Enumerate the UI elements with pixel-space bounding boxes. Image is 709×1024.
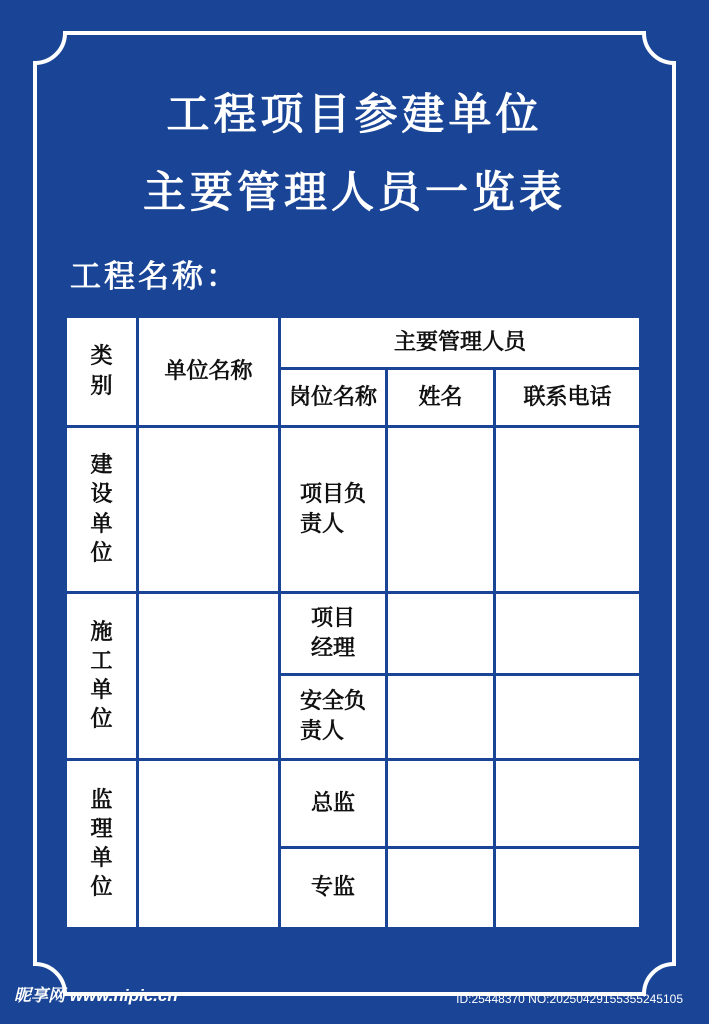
name-cell[interactable] [387,593,495,675]
phone-cell[interactable] [495,848,641,929]
phone-cell[interactable] [495,593,641,675]
name-cell[interactable] [387,427,495,593]
position-cell: 总监 [280,760,387,848]
header-personnel-group: 主要管理人员 [280,317,641,369]
phone-cell[interactable] [495,760,641,848]
position-cell: 安全负责人 [280,675,387,760]
category-cell: 建设单位 [66,427,138,593]
category-cell: 监理单位 [66,760,138,929]
phone-cell[interactable] [495,675,641,760]
name-cell[interactable] [387,675,495,760]
phone-cell[interactable] [495,427,641,593]
header-name: 姓名 [387,369,495,427]
position-cell: 专监 [280,848,387,929]
title-line-1: 工程项目参建单位 [166,90,543,140]
header-position: 岗位名称 [280,369,387,427]
unit-name-cell[interactable] [138,427,280,593]
name-cell[interactable] [387,848,495,929]
table-row [66,427,641,593]
table-row [66,760,641,848]
table-row [66,593,641,675]
header-phone: 联系电话 [495,369,641,427]
header-category: 类别 [66,317,138,427]
position-cell: 项目经理 [280,593,387,675]
unit-name-cell[interactable] [138,593,280,760]
project-name-label: 工程名称： [70,259,240,295]
watermark-logo: 昵享网 www.nipic.cn [14,986,178,1005]
category-cell: 施工单位 [66,593,138,760]
header-unit-name: 单位名称 [138,317,280,427]
title-line-2: 主要管理人员一览表 [143,168,566,218]
name-cell[interactable] [387,760,495,848]
position-cell: 项目负责人 [280,427,387,593]
watermark-id: ID:25448370 NO:20250429155355245105 [456,992,683,1006]
unit-name-cell[interactable] [138,760,280,929]
personnel-table [64,315,642,930]
